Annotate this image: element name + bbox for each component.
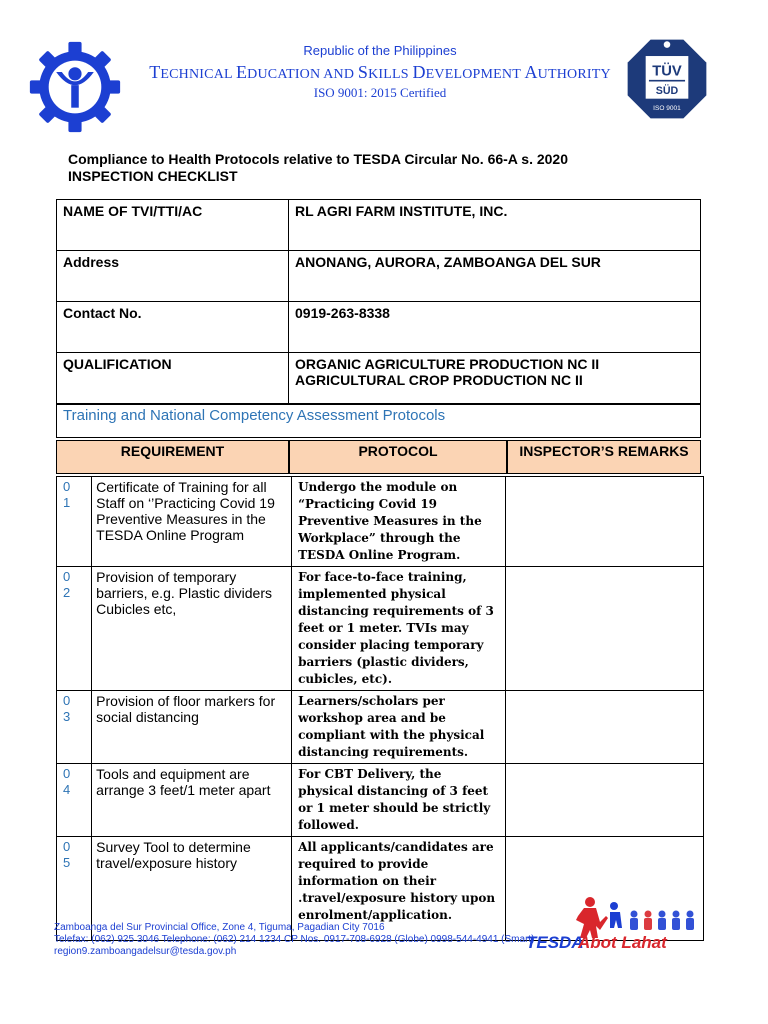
logo-tesda-text: TESDA [526, 933, 584, 952]
protocol-cell: For CBT Delivery, the physical distancing of 3 feet or 1 meter should be strictly followed. [292, 764, 506, 837]
remarks-cell[interactable] [506, 764, 704, 837]
requirement-header: REQUIREMENT [56, 440, 289, 474]
info-value: 0919-263-8338 [289, 302, 701, 353]
section-title: Training and National Competency Assessment Protocols [56, 404, 701, 438]
row-number: 0 4 [57, 764, 92, 837]
requirement-cell: Tools and equipment are arrange 3 feet/1 meter apart [92, 764, 292, 837]
info-row-address [57, 251, 701, 302]
info-row-qualification [57, 353, 701, 404]
protocol-cell: Learners/scholars per workshop area and be compliant with the physical distancing requirements. [292, 691, 506, 764]
protocol-cell: For face-to-face training, implemented physical distancing requirements of 3 feet or 1 meter. TVIs may consider placing temporary barriers (plastic dividers, cubicles, etc). [292, 567, 506, 691]
tesda-abot-lahat-logo [526, 896, 702, 958]
protocol-header: PROTOCOL [289, 440, 507, 474]
republic-label: Republic of the Philippines [303, 43, 457, 58]
tuv-sub-text: SÜD [655, 84, 679, 97]
document-subtitle: INSPECTION CHECKLIST [68, 168, 238, 184]
remarks-header: INSPECTOR’S REMARKS [507, 440, 701, 474]
row-number: 0 3 [57, 691, 92, 764]
document-title: Compliance to Health Protocols relative to TESDA Circular No. 66-A s. 2020 [68, 151, 568, 167]
remarks-cell[interactable] [506, 691, 704, 764]
row-number: 0 5 [57, 837, 92, 941]
info-value: ANONANG, AURORA, ZAMBOANGA DEL SUR [289, 251, 701, 302]
footer-contacts: Telefax: (062) 925 3046 Telephone: (062) 214 1234 CP Nos. 0917-708-6928 (Globe) 0998-544-4941 (Smart) [54, 934, 535, 945]
row-number: 0 1 [57, 477, 92, 567]
footer-address: Zamboanga del Sur Provincial Office, Zone 4, Tiguma, Pagadian City 7016 [54, 922, 385, 933]
logo-abot-lahat-text: Abot Lahat [578, 933, 667, 952]
requirement-cell: Provision of temporary barriers, e.g. Plastic dividers Cubicles etc, [92, 567, 292, 691]
tvi-info-table [56, 199, 701, 404]
table-row [57, 477, 704, 567]
tuv-sud-certification-logo [626, 38, 708, 120]
info-label: Address [57, 251, 289, 302]
info-value: ORGANIC AGRICULTURE PRODUCTION NC II AGRICULTURAL CROP PRODUCTION NC II [289, 353, 701, 404]
iso-certified-label: ISO 9001: 2015 Certified [313, 85, 447, 100]
info-value: RL AGRI FARM INSTITUTE, INC. [289, 200, 701, 251]
row-number: 0 2 [57, 567, 92, 691]
requirement-cell: Survey Tool to determine travel/exposure history [92, 837, 292, 941]
info-label: QUALIFICATION [57, 353, 289, 404]
tuv-iso-text: ISO 9001 [653, 105, 681, 113]
requirement-cell: Provision of floor markers for social distancing [92, 691, 292, 764]
remarks-cell[interactable] [506, 477, 704, 567]
table-row [57, 567, 704, 691]
table-row [57, 691, 704, 764]
checklist-table [56, 476, 704, 941]
table-row [57, 764, 704, 837]
protocol-cell: Undergo the module on “Practicing Covid 19 Preventive Measures in the Workplace” through the TESDA Online Program. [292, 477, 506, 567]
info-row-name [57, 200, 701, 251]
requirement-cell: Certificate of Training for all Staff on ‘’Practicing Covid 19 Preventive Measures in the TESDA Online Program [92, 477, 292, 567]
footer-email[interactable]: region9.zamboangadelsur@tesda.gov.ph [54, 946, 237, 957]
info-label: NAME OF TVI/TTI/AC [57, 200, 289, 251]
remarks-cell[interactable] [506, 567, 704, 691]
tesda-gear-logo [28, 40, 122, 134]
info-row-contact [57, 302, 701, 353]
authority-name: TECHNICAL EDUCATION AND SKILLS DEVELOPMENT AUTHORITY [149, 62, 611, 82]
info-label: Contact No. [57, 302, 289, 353]
tuv-text: TÜV [652, 63, 682, 80]
protocol-cell: All applicants/candidates are required to provide information on their .travel/exposure history upon enrolment/application. [292, 837, 506, 941]
